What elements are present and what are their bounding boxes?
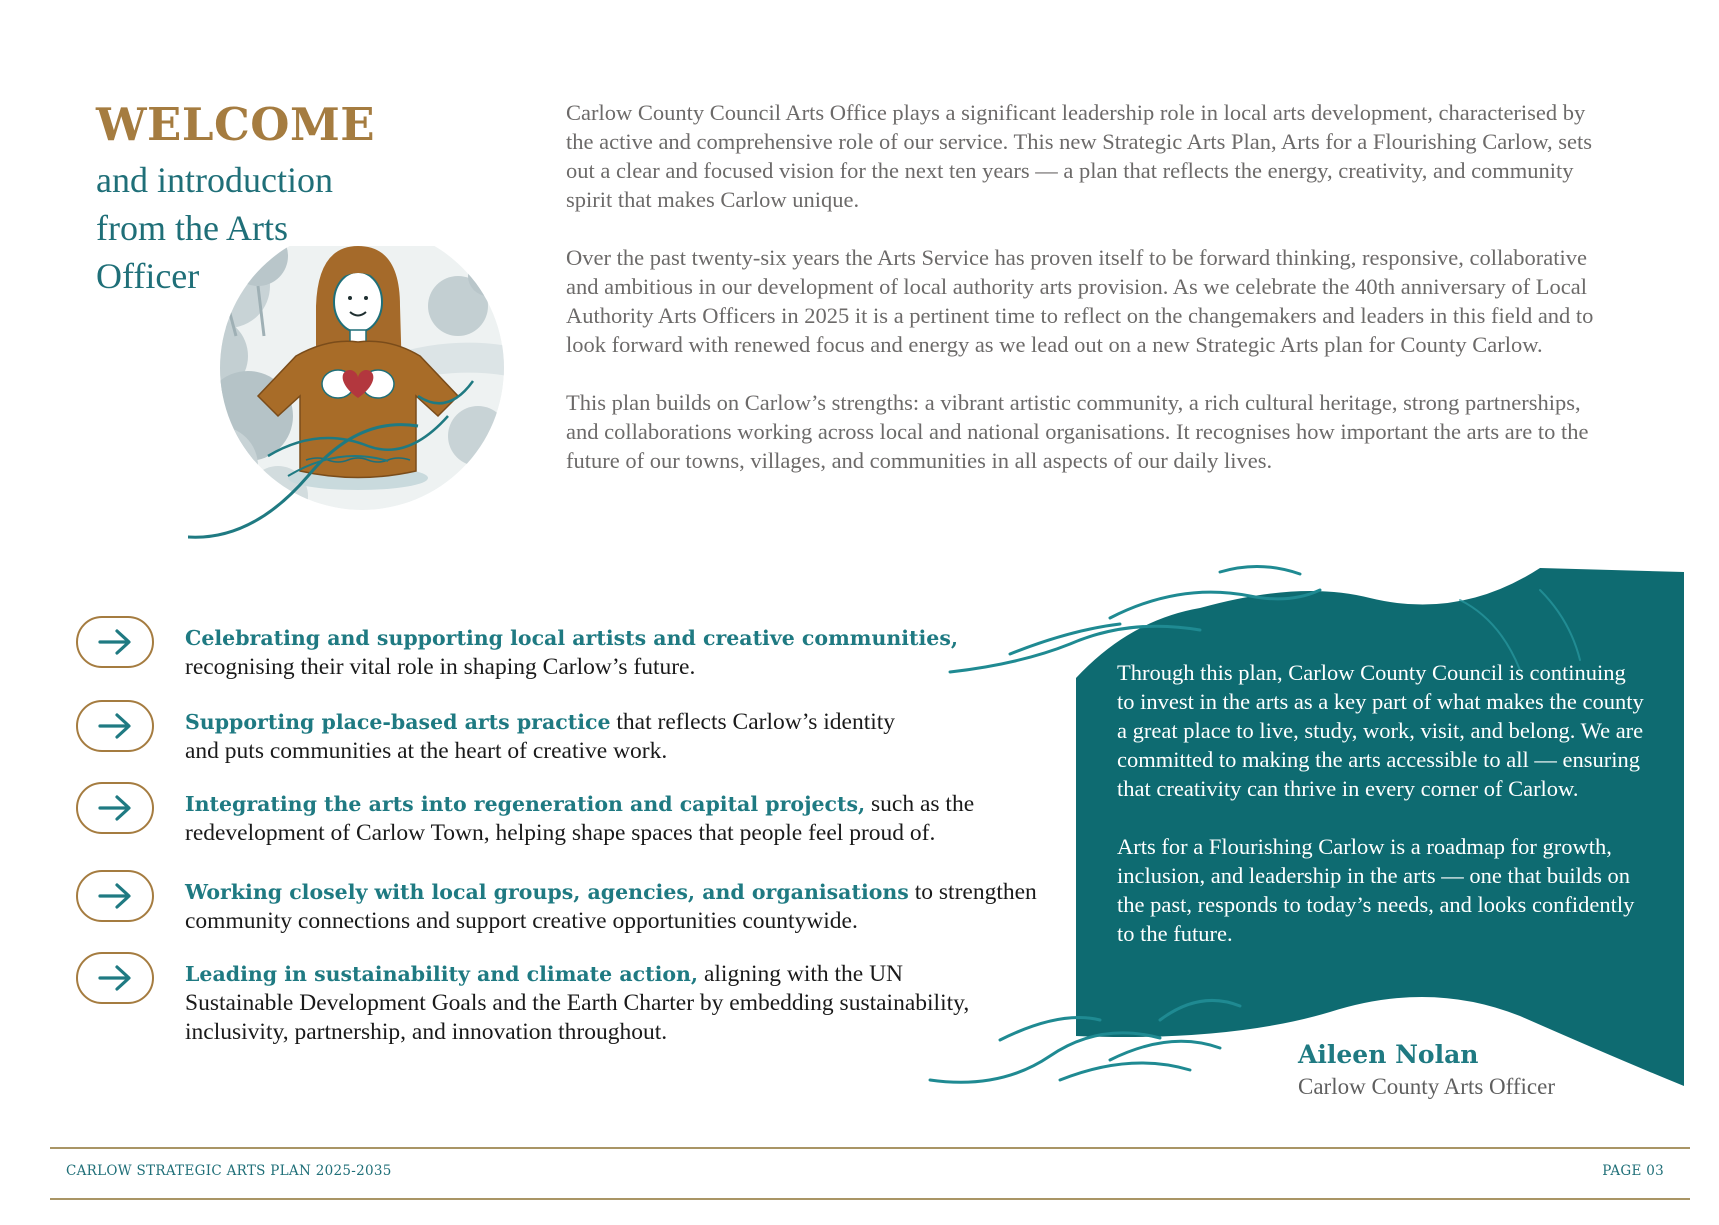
page-subtitle: and introduction from the Arts Officer [96, 160, 333, 296]
arrow-right-icon [76, 700, 154, 752]
page-title: WELCOME [96, 98, 376, 151]
goal-highlight: Celebrating and supporting local artists and creative communities, [185, 626, 959, 650]
intro-paragraph: Carlow County Council Arts Office plays a significant leadership role in local arts development, characterised by the active and comprehensive role of our service. This new Strategic Arts Plan, Arts for a Flourishing Carlow, sets out a clear and focused vision for the next ten years — a plan that reflects the energy, creativity, and community spirit that makes Carlow unique. [566, 100, 1593, 212]
panel-paragraph: Through this plan, Carlow County Council is continuing to invest in the arts as a key part of what makes the county a great place to live, study, work, visit, and belong. We are committed to making the arts accessible to all — ensuring that creativity can thrive in every corner of Carlow. [1117, 660, 1644, 801]
goal-rest: aligning with the UN [703, 961, 904, 987]
goal-highlight: Supporting place-based arts practice [185, 710, 611, 734]
signer-name: Aileen Nolan [1298, 1040, 1479, 1069]
goal-rest: that reflects Carlow’s identity [616, 709, 896, 735]
intro-text [566, 98, 1596, 504]
arrow-right-icon [76, 870, 154, 922]
goal-line: Sustainable Development Goals and the Earth Charter by embedding sustainability, [185, 990, 970, 1016]
heart-hands-illustration [188, 246, 558, 606]
goal-highlight: Leading in sustainability and climate action, [185, 962, 699, 986]
goal-line: inclusivity, partnership, and innovation throughout. [185, 1019, 668, 1045]
intro-paragraph: Over the past twenty-six years the Arts Service has proven itself to be forward thinking, responsive, collaborative and ambitious in our development of local authority arts provision. As we celebrate the 40th anniversary of Local Authority Arts Officers in 2025 it is a pertinent time to reflect on the changemakers and leaders in this field and to look forward with renewed focus and energy as we lead out on a new Strategic Arts plan for County Carlow. [566, 245, 1594, 357]
arrow-right-icon [76, 952, 154, 1004]
goal-highlight: Integrating the arts into regeneration and capital projects, [185, 792, 866, 816]
panel-text [1117, 658, 1647, 977]
goal-line: redevelopment of Carlow Town, helping shape spaces that people feel proud of. [185, 820, 936, 846]
signer-role: Carlow County Arts Officer [1298, 1074, 1556, 1099]
goal-highlight: Working closely with local groups, agencies, and organisations [185, 880, 909, 904]
panel-paragraph: Arts for a Flourishing Carlow is a roadmap for growth, inclusion, and leadership in the arts — one that builds on the past, responds to today’s needs, and looks confidently to the future. [1117, 834, 1635, 946]
arrow-right-icon [76, 782, 154, 834]
goal-line: community connections and support creative opportunities countywide. [185, 908, 858, 934]
footer-rule-bottom [50, 1198, 1690, 1200]
footer-document-title: CARLOW STRATEGIC ARTS PLAN 2025-2035 [66, 1163, 392, 1179]
goal-line: recognising their vital role in shaping Carlow’s future. [185, 654, 696, 680]
footer-page-number: PAGE 03 [1602, 1163, 1664, 1179]
footer-rule-top [50, 1147, 1690, 1149]
arrow-right-icon [76, 616, 154, 668]
goal-rest: to strengthen [914, 879, 1037, 905]
goal-rest: such as the [871, 791, 975, 817]
intro-paragraph: This plan builds on Carlow’s strengths: a vibrant artistic community, a rich cultural heritage, strong partnerships, and collaborations working across local and national organisations. It recognises how important the arts are to the future of our towns, villages, and communities in all aspects of our daily lives. [566, 390, 1589, 473]
goal-line: and puts communities at the heart of creative work. [185, 738, 668, 764]
